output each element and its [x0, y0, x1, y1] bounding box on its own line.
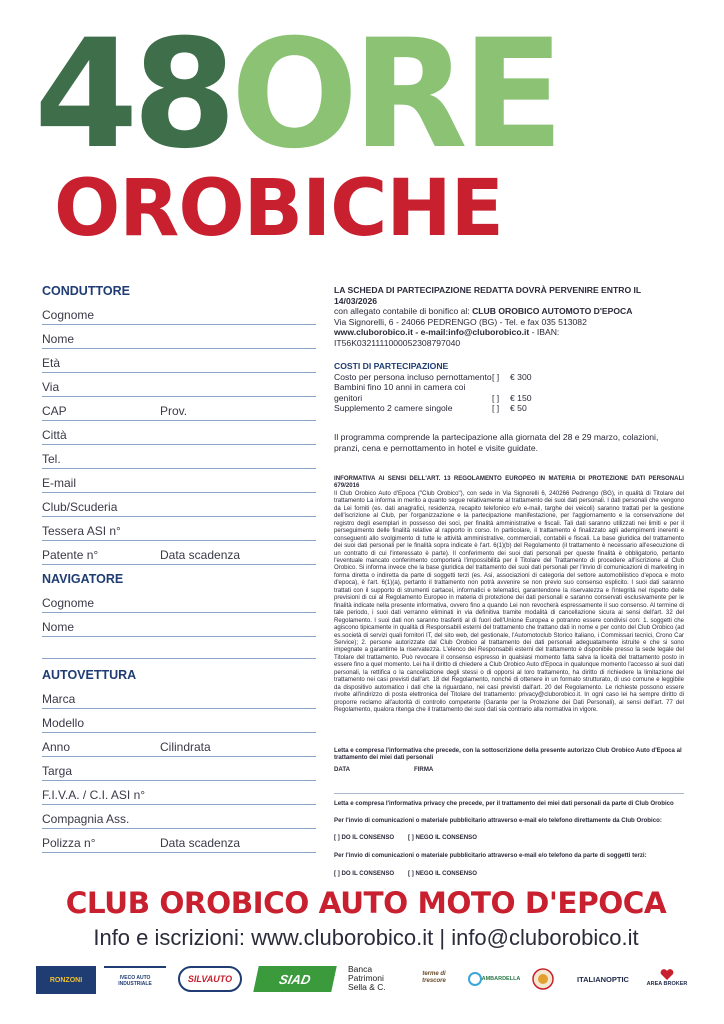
field-nav-cognome[interactable]	[42, 592, 316, 613]
field-marca[interactable]	[42, 688, 316, 709]
field-label: Marca	[42, 692, 76, 706]
field-label: E-mail	[42, 476, 77, 490]
scheda-web-email: www.cluborobico.it - e-mail:info@cluborobico.it	[334, 327, 530, 338]
consenso-data-label: DATA	[334, 766, 351, 773]
scheda-contacts	[334, 327, 684, 348]
sponsor-ronzoni-logo	[36, 966, 96, 994]
scheda-bonifico	[334, 306, 684, 317]
sponsor-italianoptic-text: ITALIANOPTIC	[577, 974, 629, 984]
sponsor-terme-text: terme di trescore	[422, 971, 446, 984]
consenso-firma-label: FIRMA	[414, 766, 434, 773]
cost-label: Supplemento 2 camere singole	[334, 403, 453, 414]
field-label-scadenza: Data scadenza	[160, 548, 241, 562]
sponsor-siad-text: SIAD	[277, 971, 313, 987]
scheda-deadline: LA SCHEDA DI PARTECIPAZIONE REDATTA DOVRÀ PERVENIRE ENTRO IL 14/03/2026	[334, 285, 642, 306]
title-ore: ORE	[230, 8, 559, 182]
sponsor-areabroker-text: AREA BROKER	[646, 981, 688, 987]
cost-label: Bambini fino 10 anni in camera coi genitori	[334, 382, 466, 403]
field-label-scadenza: Data scadenza	[160, 836, 241, 850]
cost-price: € 150	[510, 392, 532, 403]
autovettura-heading: AUTOVETTURA	[42, 668, 137, 682]
field-label: Cognome	[42, 308, 95, 322]
field-tessera-asi[interactable]	[42, 520, 316, 541]
sponsor-siad-logo	[253, 966, 337, 992]
field-eta[interactable]	[42, 352, 316, 373]
field-anno-cilindrata[interactable]	[42, 736, 316, 757]
field-label: F.I.V.A. / C.I. ASI n°	[42, 788, 146, 802]
field-label: Nome	[42, 620, 75, 634]
field-email[interactable]	[42, 472, 316, 493]
ambardella-circle-icon	[468, 972, 482, 986]
field-nome[interactable]	[42, 328, 316, 349]
field-label-cap: CAP	[42, 404, 67, 418]
field-club-scuderia[interactable]	[42, 496, 316, 517]
consenso-invio1: Per l'invio di comunicazioni o materiale pubblicitario attraverso e-mail e/o telefono direttamente da Club Orobico:	[334, 817, 662, 824]
do-consenso-checkbox-1[interactable]: [ ] DO IL CONSENSO	[334, 834, 395, 841]
sponsor-italianoptic-logo	[572, 966, 634, 992]
conduttore-heading: CONDUTTORE	[42, 284, 130, 298]
field-label: Compagnia Ass.	[42, 812, 130, 826]
signature-line[interactable]	[334, 793, 684, 794]
do-consenso-checkbox-2[interactable]: [ ] DO IL CONSENSO	[334, 870, 395, 877]
areabroker-heart-icon	[659, 969, 675, 981]
sponsor-banca-logo	[348, 962, 398, 994]
field-label: Nome	[42, 332, 75, 346]
field-citta[interactable]	[42, 424, 316, 445]
consenso-invio2: Per l'invio di comunicazioni o materiale pubblicitario attraverso e-mail e/o telefono da parte di soggetti terzi:	[334, 852, 647, 859]
field-cognome[interactable]	[42, 304, 316, 325]
cost-price: € 300	[510, 371, 532, 382]
title-48ore	[34, 8, 559, 182]
field-nav-nome[interactable]	[42, 616, 316, 637]
sponsor-silvauto-text: SILVAUTO	[187, 974, 233, 984]
cost-price: € 50	[510, 403, 527, 414]
cost-checkbox[interactable]: [ ]	[492, 403, 500, 414]
field-label: Via	[42, 380, 60, 394]
nego-consenso-checkbox-1[interactable]: [ ] NEGO IL CONSENSO	[408, 834, 477, 841]
cost-row[interactable]	[334, 403, 684, 414]
title-48: 48	[34, 8, 231, 182]
cost-checkbox[interactable]: [ ]	[492, 392, 500, 403]
field-tel[interactable]	[42, 448, 316, 469]
consenso-letta1: Letta e compresa l'informativa che precede, con la sottoscrizione della presente autorizzo Club Orobico Auto d'Epoca al trattamento dei miei dati personali	[334, 747, 682, 762]
sponsor-ambardella-text: AMBARDELLA	[481, 976, 521, 982]
field-label: Club/Scuderia	[42, 500, 118, 514]
sponsor-banca-line2: Patrimoni	[348, 972, 384, 983]
sponsor-areabroker-logo	[644, 963, 690, 993]
field-label: Città	[42, 428, 67, 442]
field-label: Età	[42, 356, 61, 370]
field-compagnia[interactable]	[42, 808, 316, 829]
field-polizza[interactable]	[42, 832, 316, 853]
club-name: CLUB OROBICO AUTO MOTO D'EPOCA	[65, 886, 667, 920]
scheda-block	[334, 285, 684, 349]
field-via[interactable]	[42, 376, 316, 397]
sponsor-round-logo	[530, 966, 556, 992]
navigatore-heading: NAVIGATORE	[42, 572, 124, 586]
informativa-heading: INFORMATIVA AI SENSI DELL'ART. 13 REGOLAMENTO EUROPEO IN MATERIA DI PROTEZIONE DATI PERSONALI 679/2016	[334, 475, 684, 490]
field-label-prov: Prov.	[160, 404, 188, 418]
sponsor-banca-line1: Banca	[348, 963, 373, 974]
field-label-cilindrata: Cilindrata	[160, 740, 211, 754]
cost-row[interactable]	[334, 372, 684, 383]
sponsor-ambardella-logo	[466, 966, 522, 992]
scheda-address: Via Signorelli, 6 - 24066 PEDRENGO (BG) - Tel. e fax 035 513082	[334, 316, 587, 327]
round-emblem-icon	[531, 967, 555, 991]
scheda-bonifico-label: con allegato contabile di bonifico al:	[334, 306, 473, 317]
field-label: Cognome	[42, 596, 95, 610]
info-line: Info e iscrizioni: www.cluborobico.it | info@cluborobico.it	[93, 925, 639, 950]
field-label: Targa	[42, 764, 73, 778]
field-modello[interactable]	[42, 712, 316, 733]
divider	[42, 658, 316, 659]
costi-heading: COSTI DI PARTECIPAZIONE	[334, 361, 449, 371]
title-orobiche: OROBICHE	[54, 164, 503, 254]
field-label-anno: Anno	[42, 740, 71, 754]
field-targa[interactable]	[42, 760, 316, 781]
cost-row[interactable]	[334, 382, 684, 403]
informativa-block	[334, 475, 684, 714]
cost-checkbox[interactable]: [ ]	[492, 371, 500, 382]
nego-consenso-checkbox-2[interactable]: [ ] NEGO IL CONSENSO	[408, 870, 477, 877]
scheda-iban: - IBAN: IT56K0321111000052308797040	[334, 327, 560, 348]
informativa-body: Il Club Orobico Auto d'Epoca ("Club Orobico"), con sede in Via Signorelli 6, 240266 Pedrengo (BG), in qualità di Titolare del trattamento La informa in merito a quanto segue relativamente al trattamento dei suoi dati personali. I dati personali che vengono da Lei forniti (es. dati anagrafici, residenza, recapito telefonico e/o e-mail, targhe dei veicoli) saranno trattati per la gestione dell'iscrizione al Club, per l'organizzazione e la partecipazione manifestazione, per l'aggiornamento e la conservazione del registro degli esemplari in possesso dei soci, per finalità amministrative e fiscali. Tali dati saranno utilizzati nei limiti e per il perseguimento delle finalità relative al rapporto in corso. In particolare, il trattamento è finalizzato agli adempimenti inerenti e conseguenti allo svolgimento di tutte le attività amministrative, commerciali, contabili e fiscali. La base giuridica del trattamento dei suoi dati personali per le finalità sopra indicate è l'art. 6(1)(b) del Regolamento (il trattamento è necessario all'esecuzione di un contratto di cui l'interessato è parte). Il conferimento dei suoi dati personali per queste finalità è obbligatorio, pertanto l'eventuale mancato conferimento comporterà l'impossibilità per il Titolare del Trattamento di procedere all'iscrizione al Club Orobico. Si informa invece che la base giuridica del trattamento dei suoi dati personali per l'invio di comunicazioni di marketing in forma diretta o indiretta da parte di soggetti terzi (es. Asi, associazioni di categoria del settore automobilistico d'epoca e moto d'epoca), è l'art. 6(1)(a), pertanto il trattamento non potrà avvenire se non previo suo consenso esplicito. I suoi dati saranno trattati con il supporto di strumenti cartacei, informatici e telematici, garantendone la riservatezza e l'integrità nel rispetto delle previsioni di cui al Regolamento Europeo in materia di protezione dei dati personali e saranno conservati esclusivamente per le finalità indicate nella presente informativa, ovvero fino a quando Lei non revocherà espressamente il suo consenso. Al termine di tale periodo, i suoi dati verranno eliminati in via definitiva tramite modalità di cancellazione sicura ai sensi dell'art. 32 del Regolamento. I suoi dati non saranno trasferiti al di fuori dell'Unione Europea e potranno essere condivisi con: 1. soggetti che agiscono tipicamente in qualità di Responsabili esterni del trattamento che trattano dati in nome e per conto del Club Orobico (ad es.società di servizi quali fornitori IT, del sito web, del gestionale, l'Automotoclub Storico Italiano, i Commissari tecnici, Crono Car Service); 2. persone autorizzate dal Club Orobico al trattamento dei dati personali adeguatamente istruite e che si sono impegnate a garantirne la riservatezza. L'elenco dei Responsabili esterni del trattamento è disponibile presso la sede legale del Titolare del trattamento. Può revocare il consenso espresso in qualsiasi momento fatta salva la liceità del trattamento posto in essere fino a quel momento. Lei ha il diritto di chiedere a Club Orobico Auto d'Epoca in qualunque momento l'accesso ai suoi dati personali, la rettifica o la cancellazione degli stessi o di opporsi al loro trattamento, ha diritto di richiedere la limitazione del trattamento nei casi previsti dall'art. 18 del Regolamento, nonché di ottenere in un formato strutturato, di uso comune e leggibile da dispositivo automatico i dati che la riguardano, nei casi previsti dall'art. 20 del Regolamento. Le richieste possono essere rivolte all'indirizzo di posta elettronica del Titolare del trattamento: privacy@cluborobico.it. In ogni caso lei ha sempre diritto di proporre reclamo all'autorità di controllo competente (Garante per la Protezione dei Dati Personali), ai sensi dell'art. 77 del Regolamento, qualora ritenga che il trattamento dei suoi dati sia contrario alla normativa in vigore.	[334, 489, 684, 714]
cost-label: Costo per persona incluso pernottamento	[334, 371, 492, 382]
scheda-bonifico-club: CLUB OROBICO AUTOMOTO D'EPOCA	[472, 306, 633, 317]
programma-text: Il programma comprende la partecipazione alla giornata del 28 e 29 marzo, colazioni, pranzi, cena e pernottamento in hotel e visite guidate.	[334, 432, 659, 453]
field-cap-prov[interactable]	[42, 400, 316, 421]
consenso-letta2: Letta e compresa l'informativa privacy che precede, per il trattamento dei miei dati personali da parte di Club Orobico	[334, 800, 674, 807]
field-label-patente: Patente n°	[42, 548, 99, 562]
sponsor-ronzoni-text: RONZONI	[49, 976, 83, 984]
field-label-polizza: Polizza n°	[42, 836, 96, 850]
sponsor-iveco-text: IVECO AUTO INDUSTRIALE	[118, 975, 152, 987]
sponsor-iveco-logo	[104, 966, 166, 994]
sponsor-banca-line3: Sella & C.	[348, 981, 386, 992]
field-fiva-asi[interactable]	[42, 784, 316, 805]
costi-block	[334, 361, 684, 414]
sponsor-terme-logo	[412, 963, 456, 993]
field-label: Tessera ASI n°	[42, 524, 121, 538]
field-label: Modello	[42, 716, 85, 730]
sponsor-silvauto-logo	[178, 966, 242, 992]
field-patente[interactable]	[42, 544, 316, 565]
field-label: Tel.	[42, 452, 61, 466]
